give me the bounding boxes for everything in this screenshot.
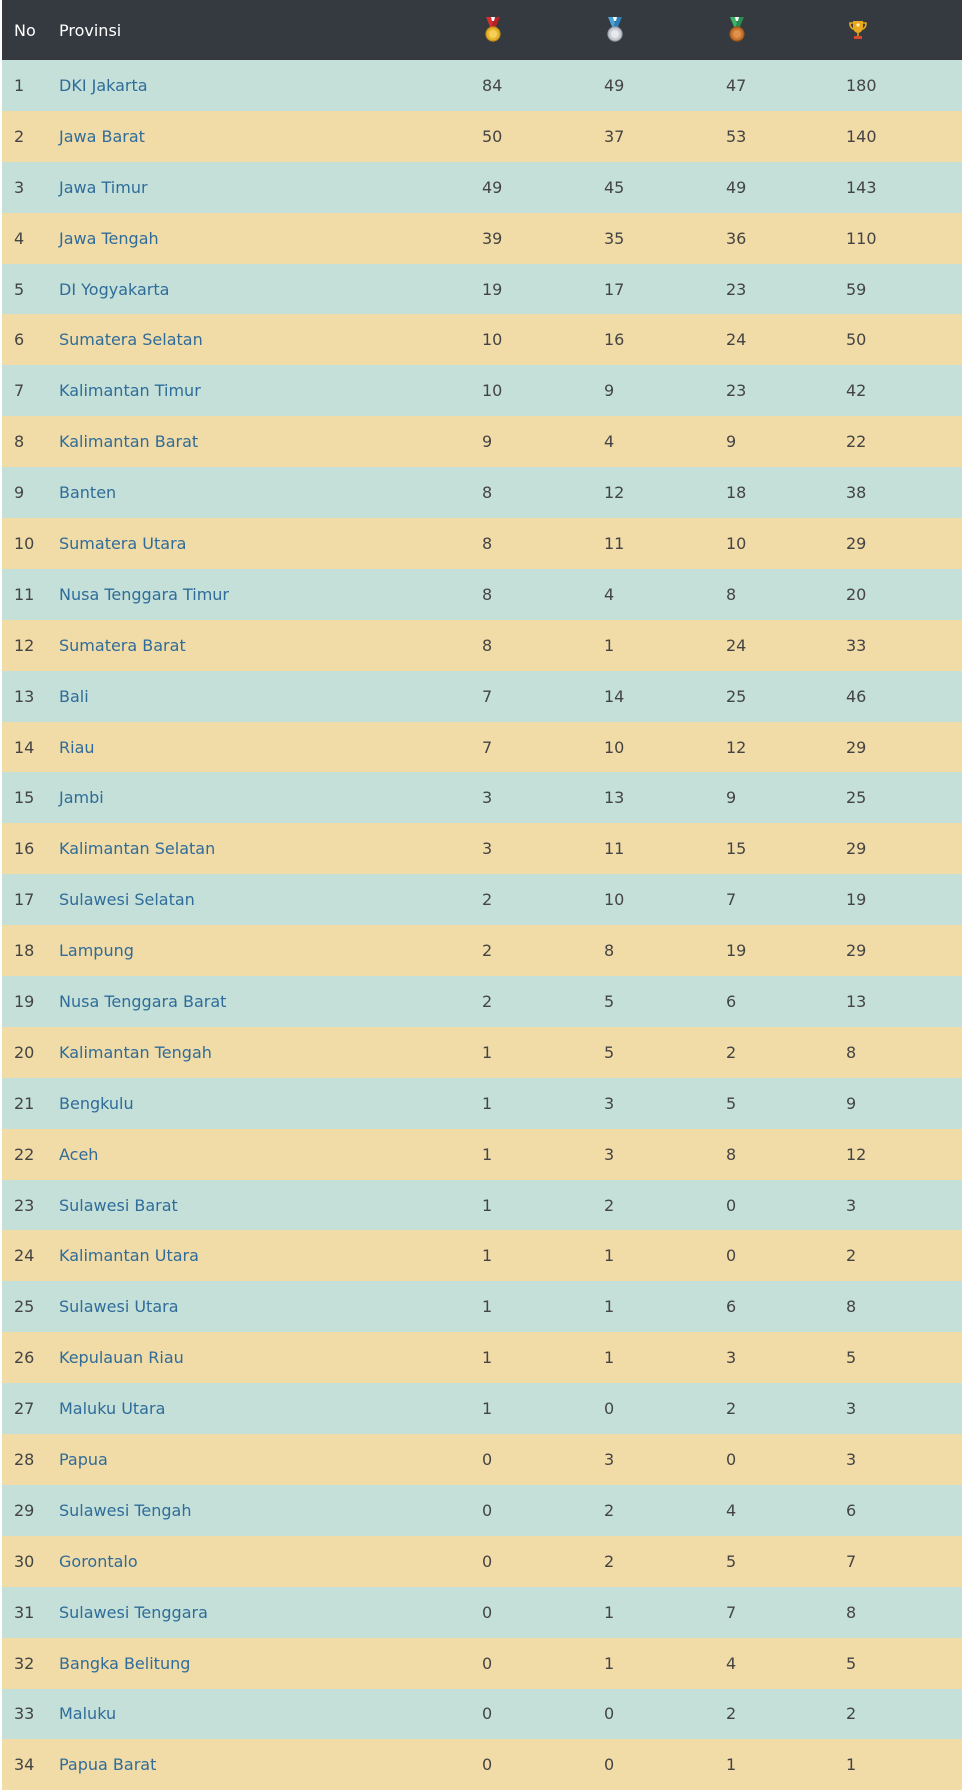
province-link[interactable]: DKI Jakarta	[59, 75, 148, 95]
silver-count: 1	[604, 1348, 615, 1368]
province-link[interactable]: Kalimantan Utara	[59, 1246, 199, 1266]
silver-count: 4	[604, 584, 615, 604]
table-row	[2, 264, 962, 315]
gold-count: 3	[482, 839, 493, 859]
province-link[interactable]: Kepulauan Riau	[59, 1348, 184, 1368]
gold-count: 1	[482, 1093, 493, 1113]
bronze-count: 49	[726, 177, 747, 197]
table-row	[2, 925, 962, 976]
total-count: 143	[846, 177, 877, 197]
silver-count: 16	[604, 330, 625, 350]
total-count: 29	[846, 839, 867, 859]
province-link[interactable]: Kalimantan Timur	[59, 381, 201, 401]
silver-count: 11	[604, 839, 625, 859]
silver-count: 10	[604, 737, 625, 757]
bronze-count: 6	[726, 1297, 737, 1317]
province-link[interactable]: Riau	[59, 737, 95, 757]
bronze-medal-icon	[728, 17, 834, 43]
row-no: 16	[14, 839, 35, 859]
row-no: 8	[14, 432, 25, 452]
silver-count: 13	[604, 788, 625, 808]
header-no: No	[14, 20, 36, 40]
row-no: 34	[14, 1755, 35, 1775]
bronze-count: 8	[726, 584, 737, 604]
row-no: 9	[14, 483, 25, 503]
bronze-count: 4	[726, 1653, 737, 1673]
row-no: 26	[14, 1348, 35, 1368]
province-link[interactable]: Lampung	[59, 941, 134, 961]
gold-count: 1	[482, 1399, 493, 1419]
bronze-count: 4	[726, 1500, 737, 1520]
bronze-count: 7	[726, 1602, 737, 1622]
province-link[interactable]: Maluku	[59, 1704, 117, 1724]
total-count: 180	[846, 75, 877, 95]
table-row	[2, 772, 962, 823]
province-link[interactable]: Jawa Tengah	[59, 228, 159, 248]
row-no: 19	[14, 991, 35, 1011]
province-link[interactable]: Jawa Timur	[59, 177, 148, 197]
total-count: 33	[846, 635, 867, 655]
table-row	[2, 874, 962, 925]
row-no: 4	[14, 228, 25, 248]
silver-count: 1	[604, 1653, 615, 1673]
province-link[interactable]: Sulawesi Tengah	[59, 1500, 192, 1520]
total-count: 110	[846, 228, 877, 248]
bronze-count: 0	[726, 1449, 737, 1469]
total-count: 140	[846, 126, 877, 146]
bronze-count: 24	[726, 635, 747, 655]
total-count: 42	[846, 381, 867, 401]
silver-count: 49	[604, 75, 625, 95]
total-count: 50	[846, 330, 867, 350]
total-count: 5	[846, 1348, 857, 1368]
row-no: 23	[14, 1195, 35, 1215]
province-link[interactable]: Sulawesi Tenggara	[59, 1602, 208, 1622]
row-no: 32	[14, 1653, 35, 1673]
province-link[interactable]: Papua	[59, 1449, 108, 1469]
province-link[interactable]: Nusa Tenggara Timur	[59, 584, 229, 604]
bronze-count: 5	[726, 1551, 737, 1571]
gold-count: 10	[482, 381, 503, 401]
table-row	[2, 1689, 962, 1740]
total-count: 25	[846, 788, 867, 808]
silver-count: 35	[604, 228, 625, 248]
gold-count: 3	[482, 788, 493, 808]
gold-count: 1	[482, 1246, 493, 1266]
province-link[interactable]: Aceh	[59, 1144, 99, 1164]
province-link[interactable]: DI Yogyakarta	[59, 279, 170, 299]
bronze-count: 2	[726, 1042, 737, 1062]
table-row	[2, 111, 962, 162]
row-no: 33	[14, 1704, 35, 1724]
silver-count: 2	[604, 1551, 615, 1571]
bronze-count: 7	[726, 890, 737, 910]
province-link[interactable]: Bangka Belitung	[59, 1653, 191, 1673]
row-no: 29	[14, 1500, 35, 1520]
bronze-count: 18	[726, 483, 747, 503]
gold-count: 2	[482, 941, 493, 961]
medal-standings-table-wrapper	[2, 0, 962, 1790]
row-no: 6	[14, 330, 25, 350]
table-row	[2, 1027, 962, 1078]
province-link[interactable]: Gorontalo	[59, 1551, 138, 1571]
silver-count: 14	[604, 686, 625, 706]
bronze-count: 36	[726, 228, 747, 248]
bronze-count: 15	[726, 839, 747, 859]
row-no: 14	[14, 737, 35, 757]
bronze-count: 8	[726, 1144, 737, 1164]
gold-count: 2	[482, 991, 493, 1011]
total-count: 8	[846, 1297, 857, 1317]
silver-count: 5	[604, 991, 615, 1011]
total-count: 8	[846, 1602, 857, 1622]
total-count: 29	[846, 533, 867, 553]
province-link[interactable]: Papua Barat	[59, 1755, 157, 1775]
silver-count: 9	[604, 381, 615, 401]
silver-count: 2	[604, 1195, 615, 1215]
table-row	[2, 365, 962, 416]
medal-standings-table	[2, 0, 962, 1790]
province-link[interactable]: Sulawesi Barat	[59, 1195, 178, 1215]
gold-count: 8	[482, 483, 493, 503]
gold-count: 84	[482, 75, 503, 95]
province-link[interactable]: Sulawesi Utara	[59, 1297, 179, 1317]
total-count: 38	[846, 483, 867, 503]
row-no: 28	[14, 1449, 35, 1469]
table-row	[2, 518, 962, 569]
total-count: 29	[846, 737, 867, 757]
bronze-count: 9	[726, 432, 737, 452]
gold-count: 0	[482, 1449, 493, 1469]
table-row	[2, 213, 962, 264]
total-count: 20	[846, 584, 867, 604]
silver-medal-icon	[606, 17, 714, 43]
total-count: 12	[846, 1144, 867, 1164]
gold-count: 7	[482, 737, 493, 757]
bronze-count: 25	[726, 686, 747, 706]
row-no: 11	[14, 584, 35, 604]
gold-count: 8	[482, 635, 493, 655]
silver-count: 4	[604, 432, 615, 452]
bronze-count: 1	[726, 1755, 737, 1775]
table-row	[2, 1078, 962, 1129]
bronze-count: 47	[726, 75, 747, 95]
bronze-count: 19	[726, 941, 747, 961]
total-count: 2	[846, 1246, 857, 1266]
total-count: 3	[846, 1195, 857, 1215]
total-count: 3	[846, 1449, 857, 1469]
row-no: 7	[14, 381, 25, 401]
row-no: 12	[14, 635, 35, 655]
table-row	[2, 569, 962, 620]
gold-count: 10	[482, 330, 503, 350]
total-count: 46	[846, 686, 867, 706]
table-row	[2, 1180, 962, 1231]
bronze-count: 5	[726, 1093, 737, 1113]
silver-count: 0	[604, 1755, 615, 1775]
row-no: 22	[14, 1144, 35, 1164]
gold-count: 39	[482, 228, 503, 248]
table-row	[2, 1638, 962, 1689]
total-count: 59	[846, 279, 867, 299]
gold-count: 7	[482, 686, 493, 706]
gold-count: 0	[482, 1755, 493, 1775]
silver-count: 1	[604, 635, 615, 655]
row-no: 31	[14, 1602, 35, 1622]
gold-count: 0	[482, 1653, 493, 1673]
province-link[interactable]: Kalimantan Barat	[59, 432, 199, 452]
silver-count: 3	[604, 1093, 615, 1113]
table-row	[2, 1485, 962, 1536]
bronze-count: 0	[726, 1195, 737, 1215]
silver-count: 37	[604, 126, 625, 146]
gold-count: 8	[482, 584, 493, 604]
province-link[interactable]: Maluku Utara	[59, 1399, 166, 1419]
table-row	[2, 467, 962, 518]
bronze-count: 23	[726, 279, 747, 299]
table-row	[2, 1281, 962, 1332]
total-count: 29	[846, 941, 867, 961]
bronze-count: 53	[726, 126, 747, 146]
row-no: 1	[14, 75, 25, 95]
table-row	[2, 1129, 962, 1180]
total-count: 19	[846, 890, 867, 910]
total-count: 7	[846, 1551, 857, 1571]
province-link[interactable]: Jambi	[59, 788, 104, 808]
row-no: 5	[14, 279, 25, 299]
row-no: 15	[14, 788, 35, 808]
silver-count: 0	[604, 1704, 615, 1724]
gold-count: 2	[482, 890, 493, 910]
bronze-count: 6	[726, 991, 737, 1011]
silver-count: 2	[604, 1500, 615, 1520]
silver-count: 3	[604, 1449, 615, 1469]
total-count: 9	[846, 1093, 857, 1113]
table-row	[2, 1536, 962, 1587]
total-count: 22	[846, 432, 867, 452]
silver-count: 1	[604, 1602, 615, 1622]
total-count: 13	[846, 991, 867, 1011]
silver-count: 1	[604, 1297, 615, 1317]
row-no: 13	[14, 686, 35, 706]
row-no: 20	[14, 1042, 35, 1062]
gold-count: 49	[482, 177, 503, 197]
gold-count: 1	[482, 1297, 493, 1317]
row-no: 3	[14, 177, 25, 197]
province-link[interactable]: Jawa Barat	[59, 126, 145, 146]
silver-count: 3	[604, 1144, 615, 1164]
table-row	[2, 620, 962, 671]
gold-medal-icon	[484, 17, 592, 43]
table-row	[2, 1587, 962, 1638]
silver-count: 11	[604, 533, 625, 553]
table-row	[2, 671, 962, 722]
table-row	[2, 162, 962, 213]
row-no: 2	[14, 126, 25, 146]
gold-count: 1	[482, 1042, 493, 1062]
table-row	[2, 314, 962, 365]
gold-count: 0	[482, 1500, 493, 1520]
table-body	[2, 60, 962, 1790]
table-row	[2, 1230, 962, 1281]
province-link[interactable]: Sumatera Selatan	[59, 330, 203, 350]
gold-count: 1	[482, 1144, 493, 1164]
silver-count: 5	[604, 1042, 615, 1062]
row-no: 21	[14, 1093, 35, 1113]
silver-count: 45	[604, 177, 625, 197]
gold-count: 9	[482, 432, 493, 452]
gold-count: 1	[482, 1195, 493, 1215]
bronze-count: 23	[726, 381, 747, 401]
table-header	[2, 0, 962, 60]
province-link[interactable]: Kalimantan Selatan	[59, 839, 216, 859]
gold-count: 0	[482, 1551, 493, 1571]
silver-count: 17	[604, 279, 625, 299]
province-link[interactable]: Sumatera Barat	[59, 635, 186, 655]
row-no: 17	[14, 890, 35, 910]
table-row	[2, 60, 962, 111]
table-row	[2, 1739, 962, 1790]
table-row	[2, 1434, 962, 1485]
row-no: 25	[14, 1297, 35, 1317]
gold-count: 0	[482, 1704, 493, 1724]
silver-count: 12	[604, 483, 625, 503]
bronze-count: 12	[726, 737, 747, 757]
gold-count: 0	[482, 1602, 493, 1622]
total-count: 2	[846, 1704, 857, 1724]
bronze-count: 2	[726, 1704, 737, 1724]
header-provinsi: Provinsi	[59, 20, 122, 40]
province-link[interactable]: Bengkulu	[59, 1093, 134, 1113]
table-row	[2, 1332, 962, 1383]
total-count: 5	[846, 1653, 857, 1673]
header-row	[2, 0, 962, 60]
trophy-icon	[848, 19, 962, 41]
total-count: 1	[846, 1755, 857, 1775]
bronze-count: 24	[726, 330, 747, 350]
silver-count: 1	[604, 1246, 615, 1266]
row-no: 30	[14, 1551, 35, 1571]
gold-count: 50	[482, 126, 503, 146]
silver-count: 10	[604, 890, 625, 910]
total-count: 6	[846, 1500, 857, 1520]
province-link[interactable]: Kalimantan Tengah	[59, 1042, 212, 1062]
row-no: 10	[14, 533, 35, 553]
gold-count: 8	[482, 533, 493, 553]
province-link[interactable]: Bali	[59, 686, 89, 706]
bronze-count: 0	[726, 1246, 737, 1266]
province-link[interactable]: Sulawesi Selatan	[59, 890, 195, 910]
province-link[interactable]: Sumatera Utara	[59, 533, 187, 553]
gold-count: 1	[482, 1348, 493, 1368]
row-no: 27	[14, 1399, 35, 1419]
total-count: 8	[846, 1042, 857, 1062]
bronze-count: 10	[726, 533, 747, 553]
bronze-count: 2	[726, 1399, 737, 1419]
gold-count: 19	[482, 279, 503, 299]
province-link[interactable]: Banten	[59, 483, 117, 503]
row-no: 24	[14, 1246, 35, 1266]
table-row	[2, 976, 962, 1027]
table-row	[2, 1383, 962, 1434]
row-no: 18	[14, 941, 35, 961]
silver-count: 0	[604, 1399, 615, 1419]
silver-count: 8	[604, 941, 615, 961]
table-row	[2, 823, 962, 874]
table-row	[2, 416, 962, 467]
province-link[interactable]: Nusa Tenggara Barat	[59, 991, 227, 1011]
bronze-count: 9	[726, 788, 737, 808]
table-row	[2, 722, 962, 773]
total-count: 3	[846, 1399, 857, 1419]
bronze-count: 3	[726, 1348, 737, 1368]
